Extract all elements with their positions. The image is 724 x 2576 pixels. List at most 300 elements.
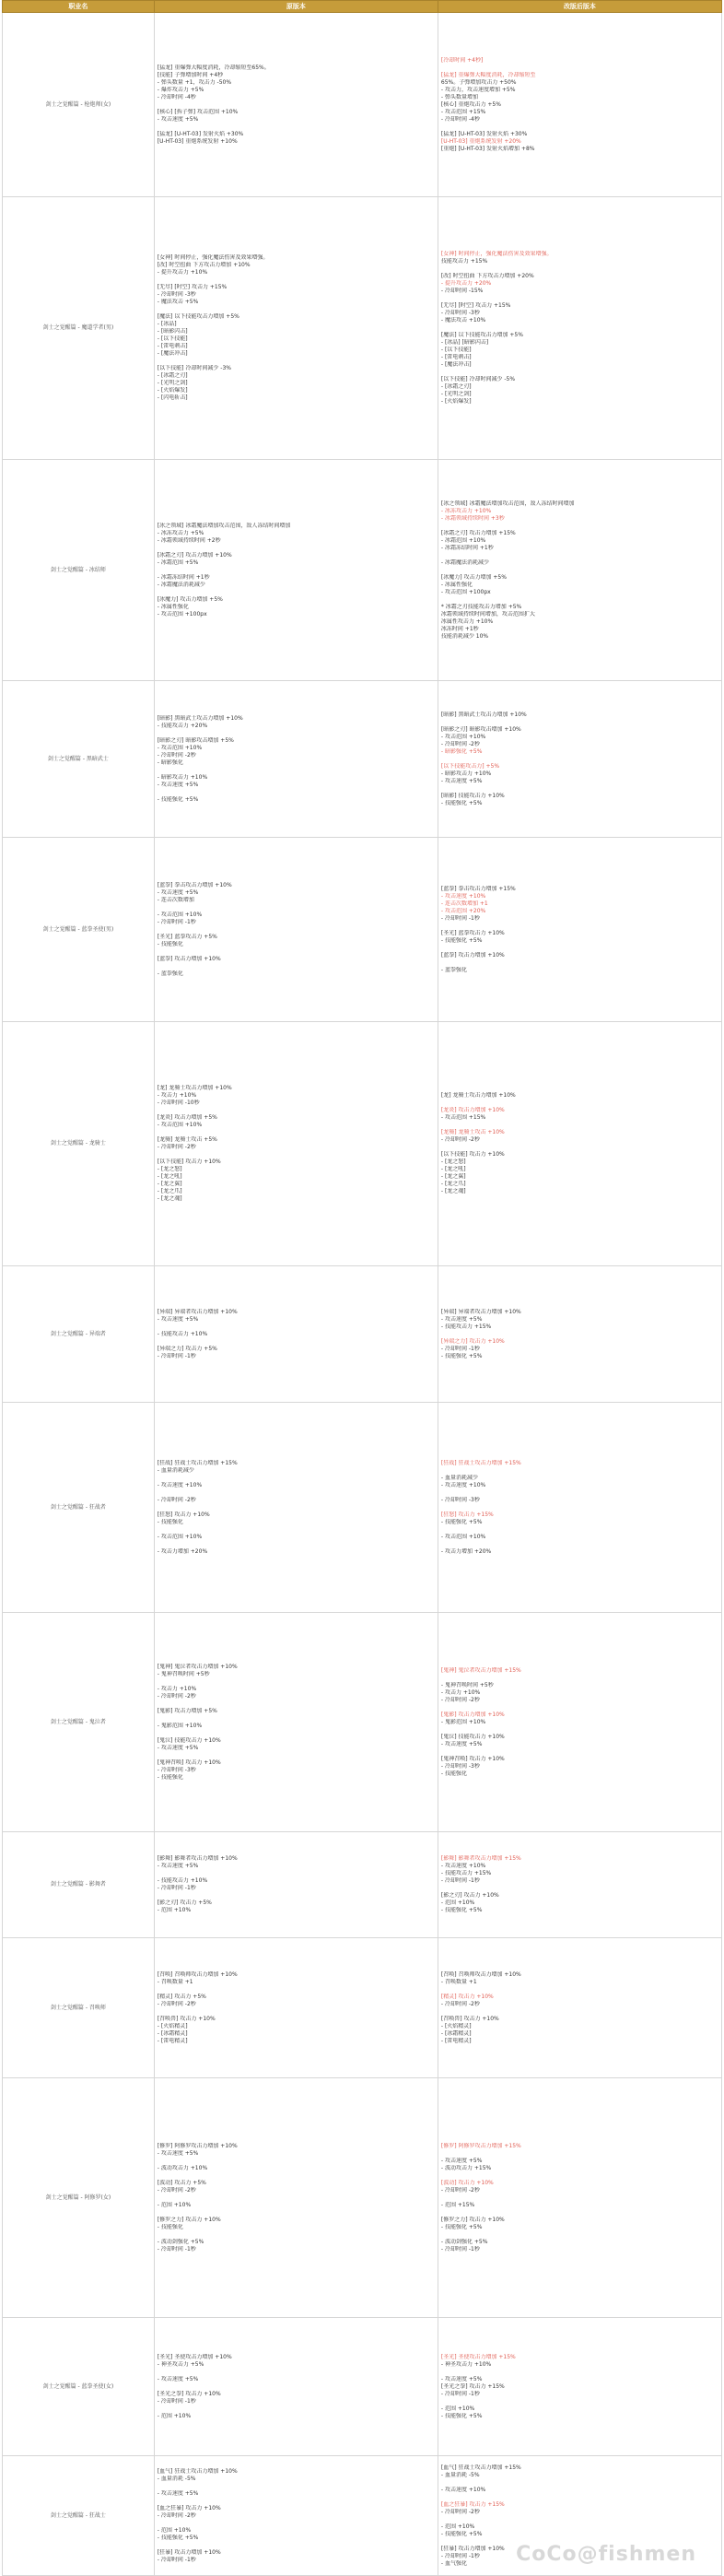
before-cell <box>154 1938 438 2078</box>
after-line: - 冷却时间 -1秒 <box>440 2245 480 2253</box>
before-line: - 冷却时间 -1秒 <box>157 1885 196 1891</box>
before-line: - 冷却时间 -2秒 <box>157 2511 196 2519</box>
after-line: - 技能强化 +5% <box>440 799 483 806</box>
after-line: - 冷却时间 -1秒 <box>440 914 480 922</box>
before-line: - [龙之怒] <box>157 1166 182 1172</box>
before-line: - 范围 +10% <box>157 1907 192 1913</box>
before-line: - 冰霜冻结时间 +1秒 <box>157 573 210 581</box>
before-line <box>158 2172 435 2180</box>
before-lines <box>158 1855 435 1914</box>
before-line: - 攻击速度 +5% <box>157 2489 199 2497</box>
table-row <box>3 681 722 838</box>
before-line: - [暗影闪击] <box>157 328 188 335</box>
before-line <box>158 1323 435 1331</box>
class-changes-table <box>2 0 722 2576</box>
after-line <box>441 2516 718 2523</box>
class-name-cell: 剑士之觉醒篇 - 阿修罗(女) <box>3 2078 155 2318</box>
after-line: [冰之领域] 冰霜魔法增加攻击范围，敌人冻结时间增加 <box>440 500 575 507</box>
before-cell <box>154 1266 438 1403</box>
before-line: - [光明之剑] <box>157 380 188 386</box>
after-line: - 技能强化 +5% <box>440 1518 483 1525</box>
before-line <box>158 2405 435 2413</box>
after-line: 冰霜领域持续时间增加，攻击范围扩大 <box>440 610 535 618</box>
table-row <box>3 1832 722 1938</box>
after-line: - [龙之翼] <box>440 1173 466 1180</box>
before-cell <box>154 13 438 197</box>
after-line: - 冷却时间 -2秒 <box>440 1696 480 1703</box>
after-line <box>441 124 718 131</box>
before-line <box>158 358 435 365</box>
after-line: [狂战] 狂战士攻击力增加 +15% <box>440 1459 521 1466</box>
after-line: - 冷却时间 -1秒 <box>440 1877 480 1884</box>
after-line: 冰属性攻击力 +10% <box>440 618 494 625</box>
before-line: [鬼神召唤] 攻击力 +10% <box>157 1759 221 1766</box>
before-line: [暗影之刃] 暗影攻击增加 +5% <box>157 736 234 744</box>
class-name-cell: 剑士之觉醒篇 - 鬼泣者 <box>3 1613 155 1832</box>
before-line: - 攻击速度 +5% <box>157 1315 199 1323</box>
after-line: [圣光] 圣使攻击力增加 +15% <box>440 2353 516 2360</box>
after-lines <box>441 1092 718 1195</box>
after-line <box>441 1122 718 1129</box>
before-line <box>158 101 435 109</box>
before-line <box>158 730 435 737</box>
before-line: - 冰霜魔法消耗减少 <box>157 581 205 588</box>
before-line: [波动] 攻击力 +5% <box>157 2179 206 2186</box>
after-line: [圣光] 蓝拳攻击力 +10% <box>440 929 505 936</box>
after-line: - 冷却时间 -2秒 <box>440 740 480 747</box>
before-lines <box>158 1085 435 1203</box>
after-cell <box>438 13 721 197</box>
after-line: - 冷却时间 -3秒 <box>440 1762 480 1770</box>
after-cell <box>438 460 721 681</box>
after-line <box>441 2209 718 2217</box>
before-line: [U-HT-03] 重炮系统发射 +10% <box>157 137 238 145</box>
before-line: - 技能强化 <box>157 1518 183 1525</box>
table-row <box>3 1938 722 2078</box>
after-line: - 范围 +10% <box>440 2523 475 2530</box>
before-lines <box>158 1309 435 1360</box>
after-line: - 攻击范围 +10% <box>440 1533 486 1540</box>
after-line: - 冷却时间 -1秒 <box>440 2552 480 2559</box>
before-line: - 血量消耗减少 <box>157 1466 194 1474</box>
after-line: [精灵] 攻击力 +10% <box>440 1993 494 2000</box>
before-line <box>158 1678 435 1686</box>
before-line: - 攻击力增加 +20% <box>157 1547 208 1555</box>
before-line: - [龙之翼] <box>157 1181 182 1187</box>
after-line: [以下技能] 攻击力 +10% <box>440 1151 505 1158</box>
after-line: - 冷却时间 -15% <box>440 288 484 294</box>
after-line: - 范围 +10% <box>440 1900 475 1906</box>
patch-notes-document <box>2 0 722 2575</box>
after-line: - 连击次数增加 +1 <box>440 900 488 907</box>
before-line: [影之刃] 攻击力 +5% <box>157 1900 212 1906</box>
before-line: [狂战] 狂战士攻击力增加 +15% <box>157 1459 238 1466</box>
class-name-cell: 剑士之觉醒篇 - 枪炮师(女) <box>3 13 155 197</box>
after-line: - 血量消耗减少 <box>440 1474 478 1481</box>
table-row <box>3 13 722 197</box>
after-line: [影之刃] 攻击力 +10% <box>440 1892 499 1899</box>
class-name-cell: 剑士之觉醒篇 - 蓝拳圣使(男) <box>3 838 155 1022</box>
after-line: [鬼泣] 技能攻击力 +10% <box>440 1733 505 1740</box>
after-line: [龙炎] 攻击力增加 +10% <box>440 1107 505 1113</box>
after-line: [猛龙] 重爆弹大幅度消耗，冷却缩短至 <box>440 71 536 78</box>
before-line: - 攻击速度 +5% <box>157 888 199 896</box>
after-line: [血气] 狂战士攻击力增加 +15% <box>440 2464 521 2471</box>
watermark: CoCo@fishmen <box>516 2543 696 2566</box>
after-line <box>441 756 718 763</box>
after-line <box>441 552 718 559</box>
before-line: - 攻击力 +10% <box>157 1092 197 1099</box>
after-line <box>441 1885 718 1892</box>
after-line <box>441 1526 718 1534</box>
after-line: - 冷却时间 -2秒 <box>440 2186 480 2194</box>
table-row <box>3 1403 722 1613</box>
after-line: - 攻击速度 +5% <box>440 1315 483 1323</box>
after-line: [异端] 异端者攻击力增加 +10% <box>440 1308 521 1315</box>
before-line: - [火焰爆发] <box>157 387 188 394</box>
after-line: - [冰霜之刃] <box>440 383 472 390</box>
after-line: 冰冻时间 +1秒 <box>440 625 479 632</box>
before-line: - 冷却时间 -1秒 <box>157 918 196 925</box>
after-line: - 攻击速度 +10% <box>440 2486 486 2493</box>
before-line: - 蓝拳强化 <box>157 970 183 977</box>
after-cell <box>438 1613 721 1832</box>
before-line: - [龙之爪] <box>157 1188 182 1194</box>
after-line: [暗影] 黑暗武士攻击力增加 +10% <box>440 711 527 718</box>
after-lines <box>441 251 718 406</box>
before-line <box>158 1151 435 1159</box>
after-lines <box>441 1971 718 2045</box>
before-line <box>158 1489 435 1497</box>
before-line: - 范围 +10% <box>157 2526 192 2534</box>
after-line: [蓝拳] 攻击力增加 +10% <box>440 951 505 959</box>
before-line: [鬼影] 攻击力增加 +5% <box>157 1707 217 1714</box>
before-line: [影舞] 影舞者攻击力增加 +10% <box>157 1855 238 1862</box>
after-line: - 冷却时间 -3秒 <box>440 1496 480 1503</box>
after-line: [血之狂暴] 攻击力 +15% <box>440 2500 505 2508</box>
before-line: - 技能攻击力 +10% <box>157 1330 208 1337</box>
after-line: 技能消耗减少 10% <box>440 632 489 640</box>
after-line: - 攻击速度 +10% <box>440 1863 486 1869</box>
before-line: [核心] [拆子弹] 攻击范围 +10% <box>157 108 239 115</box>
after-line: - 范围 +15% <box>440 2201 475 2208</box>
before-cell <box>154 681 438 838</box>
header-before: 原版本 <box>154 1 438 13</box>
before-line <box>158 2369 435 2376</box>
before-line: - [龙之吼] <box>157 1173 182 1180</box>
before-line <box>158 2194 435 2202</box>
class-name-cell: 剑士之觉醒篇 - 狂战者 <box>3 1403 155 1613</box>
after-line <box>441 523 718 530</box>
before-line: [修罗之力] 攻击力 +10% <box>157 2216 221 2223</box>
before-line: - 连击次数增加 <box>157 896 194 903</box>
class-name-cell: 剑士之觉醒篇 - 龙骑士 <box>3 1022 155 1266</box>
before-line: - 冷却时间 -2秒 <box>157 751 196 759</box>
after-line: - [龙之魂] <box>440 1188 466 1194</box>
before-line <box>158 904 435 912</box>
before-line <box>158 1752 435 1759</box>
table-row <box>3 197 722 460</box>
before-lines <box>158 715 435 804</box>
before-line <box>158 306 435 313</box>
after-line: [蓝拳] 拳击攻击力增加 +15% <box>440 885 516 892</box>
before-line: - 神圣攻击力 +5% <box>157 2360 204 2368</box>
after-line: - 技能强化 +5% <box>440 1907 483 1913</box>
before-line: [鬼泣] 技能攻击力 +10% <box>157 1736 221 1744</box>
before-line <box>158 545 435 552</box>
before-line: - 弹头数量 +1，攻击力 -50% <box>157 78 232 86</box>
after-line: - 波动剑强化 +5% <box>440 2238 488 2245</box>
after-line: 技能攻击力 +15% <box>440 258 488 265</box>
after-line: * 冰霜之刃技能攻击力增加 +5% <box>440 603 522 610</box>
after-lines <box>441 1309 718 1360</box>
before-line: [以下技能] 冷却时间减少 -3% <box>157 365 231 371</box>
table-body <box>3 13 722 2576</box>
after-line: [猛龙] [U-HT-03] 发射火焰 +30% <box>440 130 528 137</box>
before-line <box>158 2542 435 2549</box>
before-line: - 范围 +10% <box>157 2201 192 2208</box>
before-line <box>158 124 435 131</box>
before-line: [修罗] 阿修罗攻击力增加 +10% <box>157 2142 238 2149</box>
before-line <box>158 2483 435 2490</box>
after-line <box>441 785 718 793</box>
after-line <box>441 2194 718 2202</box>
before-line: - [魔法冲击] <box>157 350 188 357</box>
before-line: - 冷却时间 -3秒 <box>157 291 196 298</box>
before-line: - 攻击范围 +10% <box>157 1533 203 1540</box>
before-line: [改] 时空扭曲 下方攻击力增加 +10% <box>157 262 251 268</box>
after-line: - 技能攻击力 +15% <box>440 1870 492 1876</box>
after-line: - 魔法攻击 +10% <box>440 317 486 323</box>
after-line: - 冰霜范围 +10% <box>440 536 486 544</box>
before-line: - 技能强化 +5% <box>157 2534 199 2541</box>
before-line: [血之狂暴] 攻击力 +10% <box>157 2504 221 2511</box>
before-line <box>158 767 435 774</box>
before-line: - 冷却时间 -1秒 <box>157 1352 196 1359</box>
after-line: - 提升攻击力 +20% <box>440 280 492 287</box>
after-line: [狂怒] 攻击力 +15% <box>440 1511 494 1518</box>
after-line: - 弹头数量增加 <box>440 93 478 100</box>
after-line: - 技能强化 +5% <box>440 2412 483 2419</box>
before-line <box>158 2158 435 2165</box>
after-line: - 攻击速度 +5% <box>440 777 483 784</box>
before-line: [技能] 子弹增加时间 +4秒 <box>157 71 224 78</box>
before-line <box>158 2520 435 2527</box>
after-line: 65%。子弹增加攻击力 +50% <box>440 78 517 86</box>
after-line: [U-HT-03] 重炮系统发射 +20% <box>440 137 521 145</box>
after-cell <box>438 1403 721 1613</box>
after-line <box>441 959 718 967</box>
before-line <box>158 1107 435 1114</box>
before-line <box>158 1338 435 1346</box>
after-line: - 范围 +10% <box>440 2405 475 2412</box>
header-after: 改版后版本 <box>438 1 721 13</box>
after-line <box>441 2369 718 2376</box>
before-line <box>158 1475 435 1482</box>
after-line: - 攻击速度 +5% <box>440 1740 483 1747</box>
after-lines <box>441 500 718 641</box>
before-lines <box>158 1460 435 1556</box>
after-line: [龙] 龙骑士攻击力增加 +10% <box>440 1092 516 1099</box>
after-line <box>441 1675 718 1682</box>
after-line: - 技能强化 +5% <box>440 2223 483 2230</box>
after-cell <box>438 681 721 838</box>
before-lines <box>158 882 435 978</box>
after-lines <box>441 712 718 807</box>
after-line <box>441 2008 718 2016</box>
before-lines <box>158 1664 435 1782</box>
after-line: [召唤兽] 攻击力 +10% <box>440 2015 499 2022</box>
before-line: - [闪电斩击] <box>157 394 188 401</box>
after-line: - 攻击范围 +10% <box>440 733 486 740</box>
after-line: - 攻击范围 +100px <box>440 588 491 595</box>
before-lines <box>158 2354 435 2420</box>
before-line: [无尽] [时空] 攻击力 +15% <box>157 284 228 290</box>
before-line: - 血量消耗 -5% <box>157 2475 196 2482</box>
after-line <box>441 1100 718 1107</box>
after-line <box>441 369 718 376</box>
before-line <box>158 789 435 796</box>
after-line: - 技能强化 +5% <box>440 2530 483 2537</box>
before-lines <box>158 254 435 402</box>
after-lines <box>441 2354 718 2420</box>
before-line <box>158 2383 435 2391</box>
after-line <box>441 2398 718 2405</box>
after-line <box>441 923 718 930</box>
before-line: - 攻击范围 +10% <box>157 1122 203 1128</box>
after-line <box>441 265 718 273</box>
before-cell <box>154 2318 438 2456</box>
before-line: [异端] 异端者攻击力增加 +10% <box>157 1308 238 1315</box>
before-line <box>158 963 435 970</box>
before-line: - 暗影强化 <box>157 759 183 766</box>
after-cell <box>438 1832 721 1938</box>
after-line: [以下技能] 冷却时间减少 -5% <box>440 376 516 382</box>
after-line: - 技能强化 +5% <box>440 936 483 944</box>
after-line: - 攻击力增加 +20% <box>440 1547 492 1555</box>
class-name-cell: 剑士之觉醒篇 - 召唤师 <box>3 1938 155 2078</box>
after-line: - 攻击速度 +5% <box>440 2157 483 2164</box>
after-line: - 暗影攻击力 +10% <box>440 770 492 777</box>
before-line: - [雷电精灵] <box>157 2037 188 2044</box>
after-line: - 鬼神召唤时间 +5秒 <box>440 1681 494 1688</box>
after-line: - [雷电精灵] <box>440 2037 472 2044</box>
before-cell <box>154 1832 438 1938</box>
before-line <box>158 589 435 596</box>
after-line: - 冷却时间 -4秒 <box>440 115 480 123</box>
before-line <box>158 1892 435 1900</box>
before-cell <box>154 1403 438 1613</box>
after-line: - 技能攻击力 +15% <box>440 1323 492 1330</box>
after-line: - 暗影强化 +5% <box>440 747 483 755</box>
after-line: - 冰霜领域持续时间 +3秒 <box>440 514 505 522</box>
before-line: - 攻击速度 +5% <box>157 2375 199 2382</box>
after-line: - 神圣攻击力 +10% <box>440 2360 492 2368</box>
before-line: - 鬼神召唤时间 +5秒 <box>157 1670 210 1677</box>
before-line <box>158 567 435 574</box>
before-line <box>158 1504 435 1511</box>
after-line: [龙骑] 龙骑士攻击 +10% <box>440 1129 505 1135</box>
before-line: - [以下技能] <box>157 335 188 342</box>
before-line <box>158 1541 435 1548</box>
after-cell <box>438 197 721 460</box>
after-line: - [龙之怒] <box>440 1159 466 1165</box>
after-lines <box>441 1667 718 1778</box>
after-line: - 冰属性强化 <box>440 581 473 588</box>
after-line: - 血气强化 <box>440 2559 467 2567</box>
after-line: - [雷电刺击] <box>440 354 472 360</box>
before-line: - 冰冻攻击力 +5% <box>157 529 204 536</box>
after-line: [修罗之力] 攻击力 +10% <box>440 2216 505 2223</box>
after-line: [异端之力] 攻击力 +10% <box>440 1337 505 1345</box>
after-line: [鬼神召唤] 攻击力 +10% <box>440 1755 505 1762</box>
after-lines <box>441 2143 718 2253</box>
before-line: - 攻击速度 +5% <box>157 115 199 123</box>
after-line: - 技能强化 +5% <box>440 1352 483 1359</box>
before-line: [蓝拳] 攻击力增加 +10% <box>157 955 221 962</box>
after-line: [重炮] [U-HT-03] 发射火焰增加 +8% <box>440 145 535 152</box>
after-line <box>441 65 718 72</box>
after-line: - [龙之爪] <box>440 1181 466 1187</box>
after-cell <box>438 2318 721 2456</box>
after-line <box>441 2172 718 2180</box>
after-line: [冷却时间 +4秒] <box>440 56 484 64</box>
after-line: - 冷却时间 -2秒 <box>440 2000 480 2007</box>
after-line: - [龙之吼] <box>440 1166 466 1172</box>
before-line: - 冷却时间 -2秒 <box>157 1144 196 1150</box>
before-cell <box>154 2456 438 2576</box>
before-line: - 技能强化 <box>157 1773 183 1781</box>
before-line: - [冰晶] <box>157 321 177 327</box>
before-line: - 攻击范围 +10% <box>157 744 203 751</box>
class-name-cell: 剑士之觉醒篇 - 影舞者 <box>3 1832 155 1938</box>
after-line: - 攻击范围 +15% <box>440 108 486 115</box>
before-line: - 攻击速度 +5% <box>157 2149 199 2157</box>
table-row <box>3 2318 722 2456</box>
before-line: - 冰霜领域持续时间 +2秒 <box>157 536 221 544</box>
class-name-cell: 剑士之觉醒篇 - 黑暗武士 <box>3 681 155 838</box>
before-line: [异端之力] 攻击力 +5% <box>157 1345 217 1352</box>
before-line: - 冷却时间 -10秒 <box>157 1100 200 1106</box>
before-line: - 技能强化 +5% <box>157 795 199 803</box>
table-row <box>3 838 722 1022</box>
before-lines <box>158 1971 435 2045</box>
before-line: - 冷却时间 -3秒 <box>157 1766 196 1773</box>
after-line <box>441 2494 718 2501</box>
before-line: [龙炎] 攻击力增加 +5% <box>157 1114 217 1121</box>
before-line <box>158 276 435 284</box>
before-line: [圣光之拳] 攻击力 +10% <box>157 2390 221 2397</box>
before-line: [圣光] 蓝拳攻击力 +5% <box>157 933 217 940</box>
after-line: [影舞] 影舞者攻击力增加 +15% <box>440 1855 521 1862</box>
after-cell <box>438 1022 721 1266</box>
before-line: [蓝拳] 拳击攻击力增加 +10% <box>157 881 232 888</box>
before-line <box>158 1129 435 1136</box>
before-line: - 冷却时间 -1秒 <box>157 2397 196 2405</box>
after-line <box>441 324 718 332</box>
after-line <box>441 719 718 726</box>
after-line <box>441 1489 718 1497</box>
after-line: - 血量消耗 -5% <box>440 2471 480 2478</box>
after-line: - 攻击力，攻击速度增加 +5% <box>440 86 516 93</box>
before-cell <box>154 2078 438 2318</box>
before-line <box>158 1986 435 1994</box>
before-line: - 技能攻击力 +10% <box>157 1877 208 1884</box>
after-cell <box>438 2078 721 2318</box>
before-line: [龙] 龙骑士攻击力增加 +10% <box>157 1085 232 1091</box>
before-line: - 冷却时间 -2秒 <box>157 2000 196 2007</box>
before-line: [冰之领域] 冰霜魔法增加攻击范围，敌人冻结时间增加 <box>157 522 291 529</box>
